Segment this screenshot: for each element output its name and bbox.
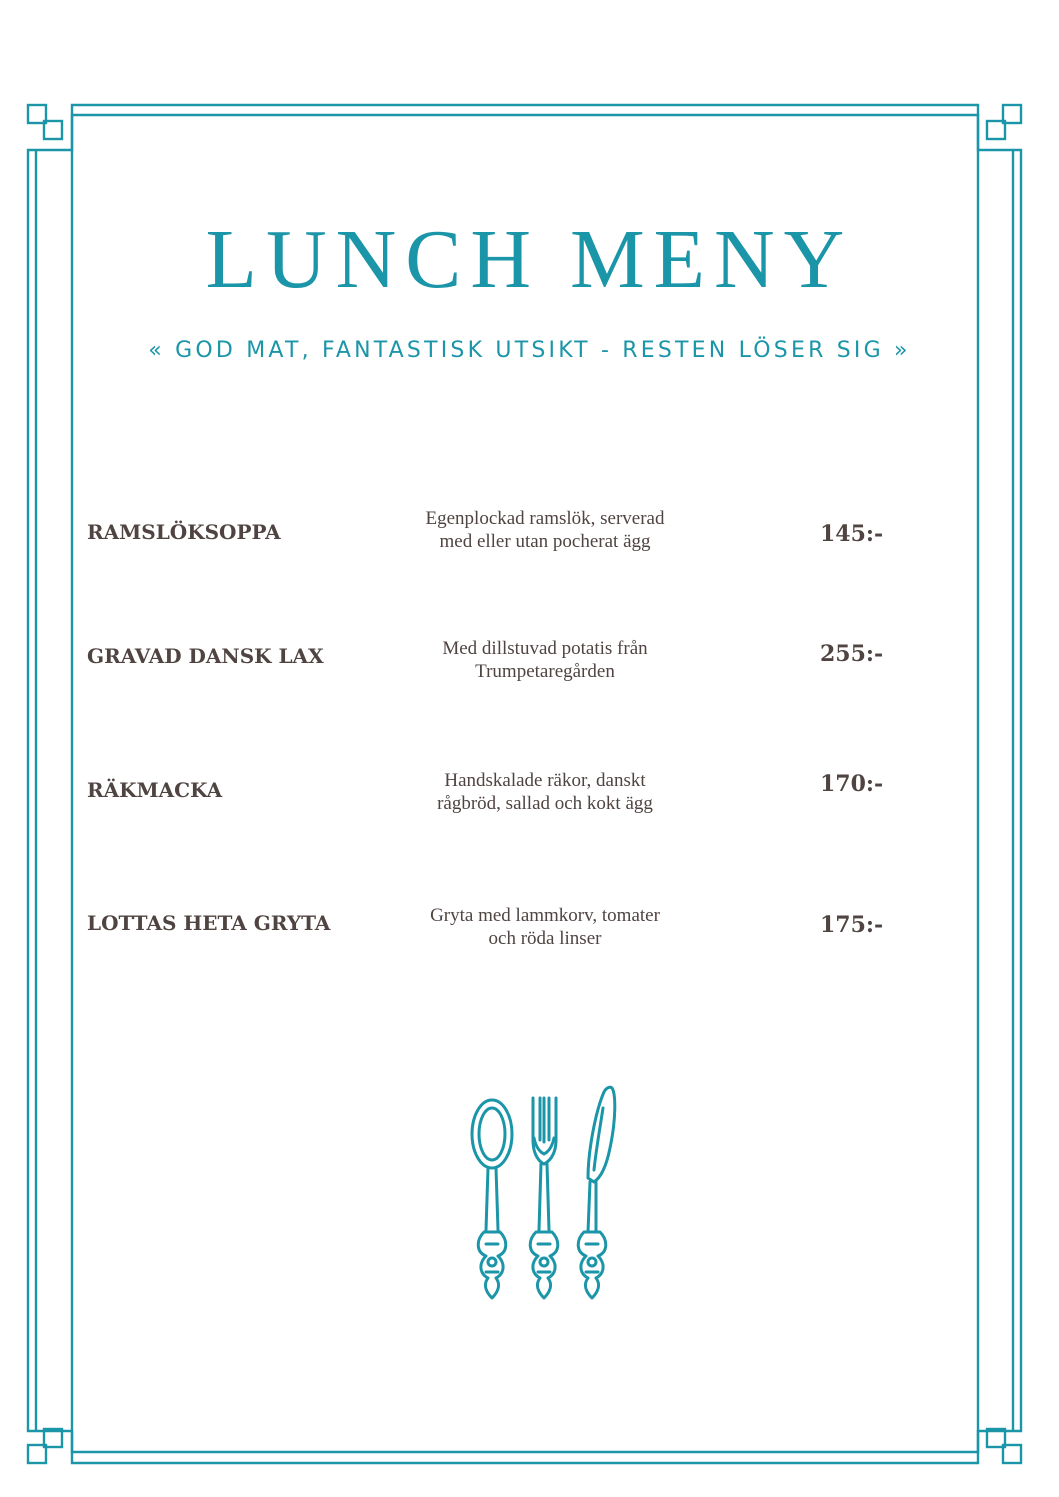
item-description-line: Med dillstuvad potatis från: [442, 638, 648, 659]
item-name: RAMSLÖKSOPPA: [87, 520, 281, 544]
item-price: 175:-: [820, 912, 884, 938]
item-name: LOTTAS HETA GRYTA: [87, 911, 331, 935]
item-name: GRAVAD DANSK LAX: [87, 644, 324, 668]
menu-tagline: « GOD MAT, FANTASTISK UTSIKT - RESTEN LÖSER SIG »: [148, 338, 911, 363]
menu-title: LUNCH MENY: [205, 213, 854, 306]
item-description: [370, 637, 720, 683]
item-description-line: Gryta med lammkorv, tomater: [430, 905, 660, 926]
item-price: 170:-: [820, 771, 884, 797]
item-price: 145:-: [820, 521, 884, 547]
item-description: [370, 904, 720, 950]
item-description: [370, 507, 720, 553]
item-description-line: rågbröd, sallad och kokt ägg: [437, 793, 653, 814]
item-description-line: Egenplockad ramslök, serverad: [425, 508, 665, 529]
item-description: [370, 769, 720, 815]
item-price: 255:-: [820, 641, 884, 667]
item-description-line: med eller utan pocherat ägg: [439, 531, 651, 552]
item-description-line: Trumpetaregården: [475, 661, 615, 682]
item-description-line: och röda linser: [488, 928, 602, 949]
item-name: RÄKMACKA: [87, 778, 223, 802]
item-description-line: Handskalade räkor, danskt: [444, 770, 646, 791]
